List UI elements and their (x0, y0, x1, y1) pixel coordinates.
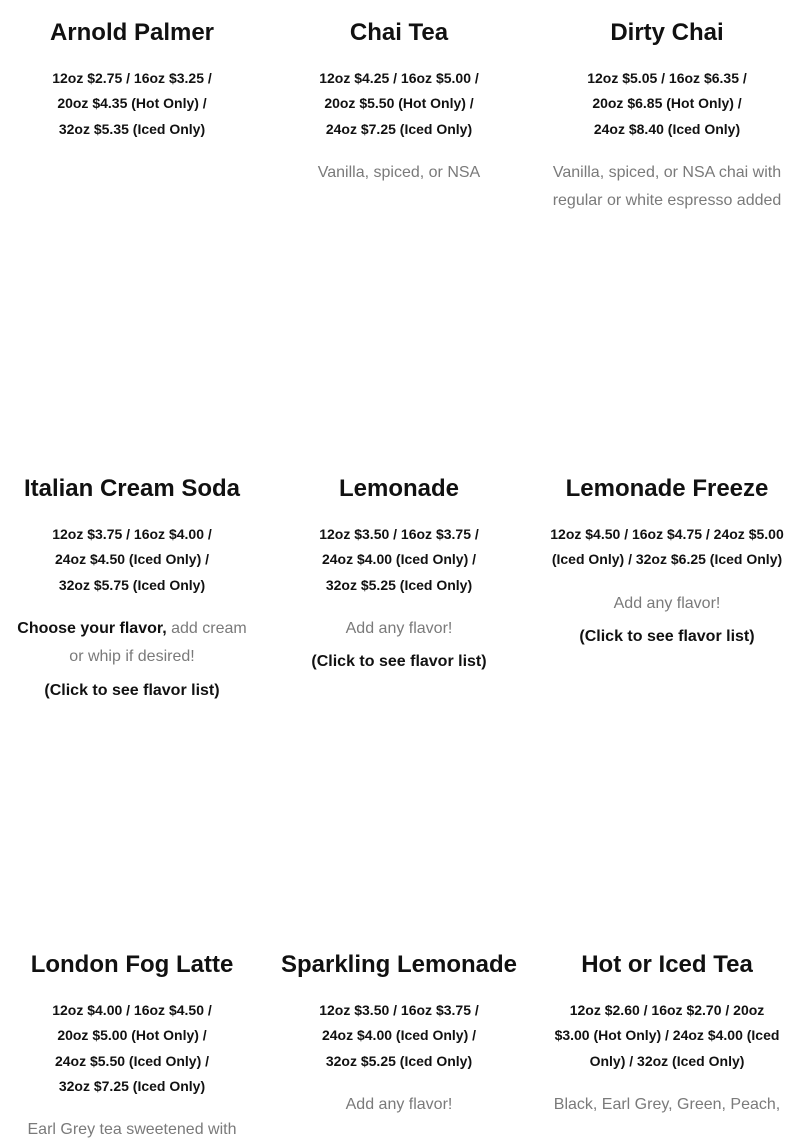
item-price: 12oz $2.60 / 16oz $2.70 / 20oz $3.00 (Hot Only) / 24oz $4.00 (Iced Only) / 32oz (Iced Only) (554, 1002, 780, 1069)
item-description: Vanilla, spiced, or NSA chai with regular or white espresso added (552, 163, 782, 210)
item-price: 12oz $3.75 / 16oz $4.00 / 24oz $4.50 (Iced Only) / 32oz $5.75 (Iced Only) (52, 526, 212, 593)
menu-item-sparkling-lemonade (273, 946, 525, 1119)
item-price: 12oz $2.75 / 16oz $3.25 / 20oz $4.35 (Hot Only) / 32oz $5.35 (Iced Only) (52, 70, 212, 137)
item-title: Hot or Iced Tea (581, 951, 753, 978)
item-price: 12oz $3.50 / 16oz $3.75 / 24oz $4.00 (Iced Only) / 32oz $5.25 (Iced Only) (319, 1002, 479, 1069)
item-description: Black, Earl Grey, Green, Peach, (553, 1095, 781, 1113)
item-price: 12oz $4.50 / 16oz $4.75 / 24oz $5.00 (Iced Only) / 32oz $6.25 (Iced Only) (550, 526, 784, 568)
item-description-rest: add cream or whip if desired! (69, 619, 247, 666)
menu-item-london-fog-latte (6, 946, 258, 1145)
menu-item-italian-cream-soda (6, 470, 258, 705)
item-title: Arnold Palmer (49, 19, 215, 46)
item-description: Add any flavor! (345, 619, 453, 637)
item-title: Chai Tea (349, 19, 449, 46)
item-description: Add any flavor! (613, 594, 721, 612)
item-description: Add any flavor! (345, 1095, 453, 1113)
item-title: Sparkling Lemonade (280, 951, 518, 978)
item-price: 12oz $4.25 / 16oz $5.00 / 20oz $5.50 (Hot Only) / 24oz $7.25 (Iced Only) (319, 70, 479, 137)
item-price: 12oz $4.00 / 16oz $4.50 / 20oz $5.00 (Hot Only) / 24oz $5.50 (Iced Only) / 32oz $7.25 (Iced Only) (52, 1002, 212, 1094)
flavor-list-link[interactable]: (Click to see flavor list) (44, 682, 220, 700)
menu-item-lemonade (273, 470, 525, 676)
item-title: London Fog Latte (30, 951, 234, 978)
flavor-list-link[interactable]: (Click to see flavor list) (579, 628, 755, 646)
item-description: Earl Grey tea sweetened with (27, 1121, 237, 1139)
menu-item-lemonade-freeze (541, 470, 793, 651)
menu-item-arnold-palmer (6, 14, 258, 142)
menu-item-chai-tea (273, 14, 525, 187)
item-description (6, 615, 258, 672)
item-description-lead: Choose your flavor, (17, 619, 167, 637)
item-description: Vanilla, spiced, or NSA (317, 163, 481, 181)
item-title: Dirty Chai (610, 19, 724, 46)
menu-item-dirty-chai (541, 14, 793, 216)
item-title: Lemonade (338, 475, 460, 502)
item-title: Lemonade Freeze (565, 475, 769, 502)
item-price: 12oz $3.50 / 16oz $3.75 / 24oz $4.00 (Iced Only) / 32oz $5.25 (Iced Only) (319, 526, 479, 593)
item-title: Italian Cream Soda (23, 475, 241, 502)
menu-item-hot-or-iced-tea (541, 946, 793, 1119)
item-price: 12oz $5.05 / 16oz $6.35 / 20oz $6.85 (Hot Only) / 24oz $8.40 (Iced Only) (587, 70, 747, 137)
flavor-list-link[interactable]: (Click to see flavor list) (311, 653, 487, 671)
